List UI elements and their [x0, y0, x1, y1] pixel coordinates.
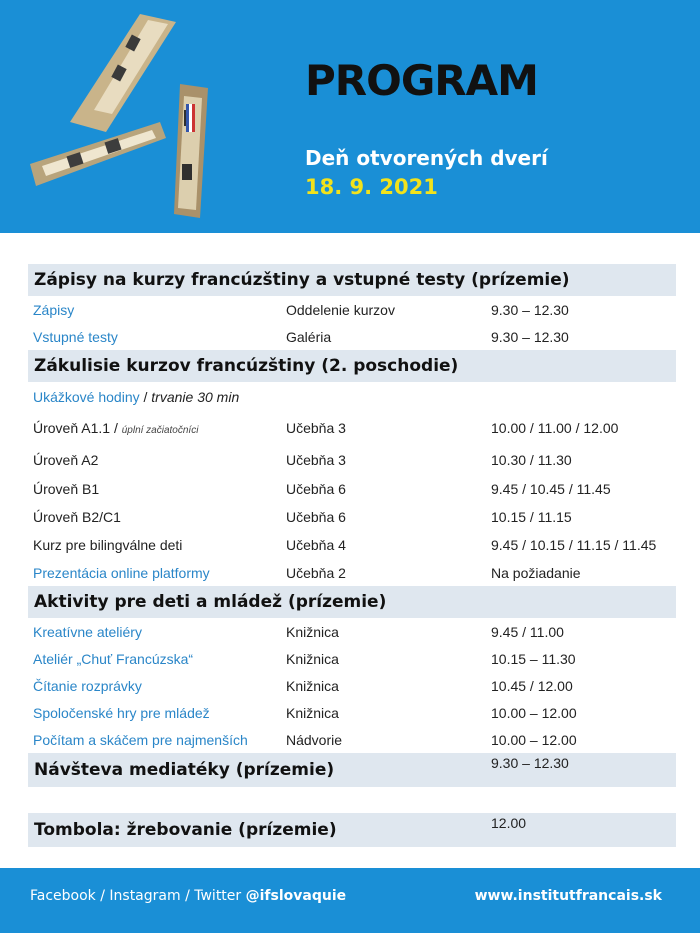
time: 10.00 / 11.00 / 12.00 [491, 420, 619, 436]
level-label: Kurz pre bilingválne deti [33, 536, 183, 553]
time: 9.45 / 10.45 / 11.45 [491, 480, 611, 497]
location: Nádvorie [286, 731, 343, 748]
table-row [28, 559, 676, 586]
activity-link[interactable]: Vstupné testy [33, 328, 118, 345]
institut-logo-photo-collage [28, 14, 218, 219]
time: 10.15 – 11.30 [491, 650, 576, 667]
table-row [28, 699, 676, 726]
separator: / [139, 388, 152, 405]
level-label: Úroveň B1 [33, 480, 100, 497]
website-link[interactable]: www.institutfrancais.sk [474, 888, 662, 904]
event-subtitle: Deň otvorených dverí [305, 146, 548, 170]
social-networks[interactable]: Facebook / Instagram / Twitter [30, 888, 242, 904]
activity-link[interactable]: Kreatívne ateliéry [33, 623, 142, 640]
location: Oddelenie kurzov [286, 301, 395, 318]
section-heading-mediatheque [28, 753, 676, 787]
event-date: 18. 9. 2021 [305, 175, 438, 199]
location: Knižnica [286, 704, 339, 721]
section-title: Zápisy na kurzy francúzštiny a vstupné testy (prízemie) [34, 270, 570, 290]
table-row [28, 411, 676, 445]
level-label: Úroveň B2/C1 [33, 508, 121, 525]
social-handle[interactable]: @ifslovaquie [245, 888, 347, 904]
time: 9.30 – 12.30 [491, 328, 569, 345]
table-row-intro [28, 382, 676, 411]
table-row [28, 445, 676, 474]
activity-link[interactable]: Prezentácia online platformy [33, 564, 210, 581]
time: 12.00 [491, 815, 527, 831]
page-title: PROGRAM [305, 56, 538, 105]
level-note: úplní začiatočníci [121, 425, 199, 436]
activity-link[interactable]: Čítanie rozprávky [33, 677, 142, 694]
location: Učebňa 4 [286, 536, 346, 553]
location: Knižnica [286, 623, 339, 640]
location: Knižnica [286, 650, 339, 667]
header-banner [0, 0, 700, 233]
schedule-table [28, 264, 676, 847]
duration-note: trvanie 30 min [151, 388, 240, 405]
time: 9.45 / 10.15 / 11.15 / 11.45 [491, 536, 657, 553]
location: Učebňa 3 [286, 420, 346, 436]
section-title: Zákulisie kurzov francúzštiny (2. poschodie) [34, 356, 459, 376]
social-links [30, 888, 346, 904]
spacer [28, 787, 676, 813]
activity-link[interactable]: Zápisy [33, 301, 75, 318]
section-title: Aktivity pre deti a mládež (prízemie) [34, 592, 387, 612]
table-row [28, 530, 676, 559]
table-row [28, 474, 676, 503]
table-row [28, 618, 676, 645]
location: Galéria [286, 328, 332, 345]
time: 9.45 / 11.00 [491, 623, 564, 640]
level-label: Úroveň A1.1 / [33, 420, 118, 436]
time: 10.00 – 12.00 [491, 731, 577, 748]
section-heading-tombola [28, 813, 676, 847]
demo-lessons-link[interactable]: Ukážkové hodiny [33, 388, 140, 405]
table-row [28, 503, 676, 530]
location: Učebňa 6 [286, 480, 346, 497]
level-label: Úroveň A2 [33, 451, 99, 468]
section-title: Návšteva mediatéky (prízemie) [34, 760, 335, 780]
table-row [28, 726, 676, 753]
time: 9.30 – 12.30 [491, 755, 569, 771]
table-row [28, 672, 676, 699]
section-heading-enrollment [28, 264, 676, 296]
time: 10.45 / 12.00 [491, 677, 573, 694]
section-heading-courses [28, 350, 676, 382]
section-heading-kids [28, 586, 676, 618]
location: Učebňa 3 [286, 451, 346, 468]
time: 10.15 / 11.15 [491, 508, 572, 525]
footer-banner [0, 868, 700, 933]
location: Učebňa 2 [286, 564, 346, 581]
time: 10.30 / 11.30 [491, 451, 572, 468]
table-row [28, 296, 676, 323]
table-row [28, 645, 676, 672]
time: 10.00 – 12.00 [491, 704, 577, 721]
table-row [28, 323, 676, 350]
location: Učebňa 6 [286, 508, 346, 525]
activity-link[interactable]: Počítam a skáčem pre najmenších [33, 731, 248, 748]
activity-link[interactable]: Ateliér „Chuť Francúzska“ [33, 650, 194, 667]
location: Knižnica [286, 677, 339, 694]
section-title: Tombola: žrebovanie (prízemie) [34, 820, 337, 840]
time: Na požiadanie [491, 564, 581, 581]
time: 9.30 – 12.30 [491, 301, 569, 318]
activity-link[interactable]: Spoločenské hry pre mládež [33, 704, 210, 721]
